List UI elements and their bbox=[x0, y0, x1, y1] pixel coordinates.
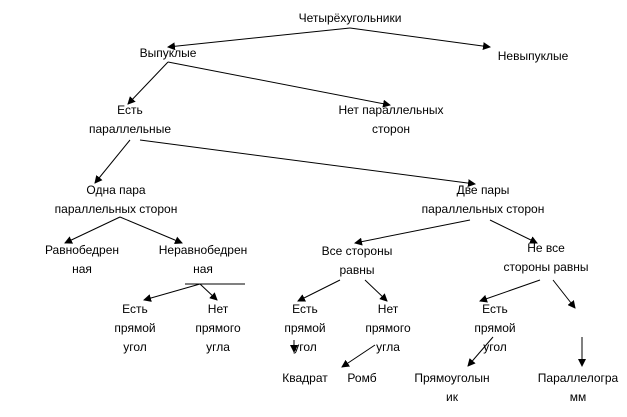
node-non-isosceles bbox=[159, 241, 248, 279]
node-right-b-line-3: угол bbox=[293, 340, 317, 354]
node-no-right-angle-b bbox=[365, 300, 410, 357]
node-noright-a-line-3: угла bbox=[206, 340, 230, 354]
node-two-pairs-line-1: Две пары bbox=[456, 183, 510, 197]
edge-all-equal-no-right bbox=[365, 280, 387, 301]
node-all-equal-line-1: Все стороны bbox=[321, 244, 393, 258]
node-square-label: Квадрат bbox=[282, 371, 328, 385]
node-two-pairs-parallel bbox=[422, 181, 545, 219]
edge-all-equal-right bbox=[298, 280, 340, 301]
node-convex-label: Выпуклые bbox=[139, 46, 197, 60]
node-rhombus-label: Ромб bbox=[347, 371, 377, 385]
edge-non-isosceles-right bbox=[144, 284, 200, 300]
node-noright-a-line-1: Нет bbox=[207, 302, 229, 316]
node-right-angle-a bbox=[114, 300, 155, 357]
node-non-isosceles-line-1: Неравнобедрен bbox=[158, 243, 248, 257]
node-not-all-sides-equal bbox=[504, 239, 589, 277]
edge-convex-no-parallel bbox=[168, 62, 390, 105]
edge-two-pairs-all-equal bbox=[355, 220, 470, 243]
node-not-all-equal-line-2: стороны равны bbox=[503, 260, 589, 274]
node-no-parallel-sides bbox=[338, 101, 443, 139]
node-isosceles bbox=[45, 241, 119, 279]
node-right-a-line-2: прямой bbox=[114, 321, 156, 335]
node-all-sides-equal bbox=[322, 242, 393, 280]
node-rectangle bbox=[414, 369, 489, 407]
edge-parallel-one-pair bbox=[95, 140, 130, 183]
node-right-b-line-2: прямой bbox=[284, 321, 326, 335]
node-right-c-line-3: угол bbox=[483, 340, 507, 354]
node-parallelogram-line-1: Параллелогра bbox=[537, 371, 619, 385]
node-quadrilaterals-label: Четырёхугольники bbox=[298, 11, 402, 25]
node-nonconvex bbox=[498, 47, 569, 66]
node-parallelogram bbox=[538, 369, 618, 407]
node-right-a-line-1: Есть bbox=[122, 302, 148, 316]
node-no-parallel-line-1: Нет параллельных bbox=[338, 103, 444, 117]
node-right-angle-c bbox=[474, 300, 515, 357]
node-rectangle-line-1: Прямоуголын bbox=[414, 371, 490, 385]
edge-parallel-two-pairs bbox=[140, 140, 475, 184]
node-all-equal-line-2: равны bbox=[339, 263, 375, 277]
node-right-c-line-2: прямой bbox=[474, 321, 516, 335]
edge-not-all-equal-right bbox=[480, 280, 540, 301]
node-has-parallel-sides bbox=[89, 101, 171, 139]
node-right-b-line-1: Есть bbox=[292, 302, 318, 316]
node-isosceles-line-1: Равнобедрен bbox=[44, 243, 120, 257]
node-non-isosceles-line-2: ная bbox=[193, 262, 213, 276]
edge-one-pair-isosceles bbox=[65, 217, 120, 243]
node-square bbox=[282, 369, 328, 388]
node-has-parallel-line-2: параллельные bbox=[89, 122, 171, 136]
edge-one-pair-non-isosceles bbox=[120, 217, 182, 243]
node-quadrilaterals bbox=[299, 9, 402, 28]
node-right-c-line-1: Есть bbox=[482, 302, 508, 316]
node-has-parallel-line-1: Есть bbox=[117, 103, 143, 117]
node-noright-b-line-2: прямого bbox=[365, 321, 411, 335]
node-noright-b-line-1: Нет bbox=[377, 302, 399, 316]
node-noright-b-line-3: угла bbox=[376, 340, 400, 354]
node-one-pair-line-1: Одна пара bbox=[86, 183, 146, 197]
node-noright-a-line-2: прямого bbox=[195, 321, 241, 335]
node-convex bbox=[140, 44, 197, 63]
node-two-pairs-line-2: параллельных сторон bbox=[421, 202, 545, 216]
node-not-all-equal-line-1: Не все bbox=[527, 241, 565, 255]
node-parallelogram-line-2: мм bbox=[569, 390, 587, 404]
node-nonconvex-label: Невыпуклые bbox=[497, 49, 569, 63]
edge-non-isosceles-no-right bbox=[200, 284, 217, 300]
node-no-parallel-line-2: сторон bbox=[371, 122, 411, 136]
edge-convex-parallel bbox=[128, 62, 168, 104]
node-one-pair-line-2: параллельных сторон bbox=[54, 202, 178, 216]
edge-root-nonconvex bbox=[350, 28, 490, 47]
node-right-angle-b bbox=[284, 300, 325, 357]
edge-not-all-equal-parallelogram bbox=[553, 280, 575, 308]
node-one-pair-parallel bbox=[55, 181, 178, 219]
node-rectangle-line-2: ик bbox=[446, 390, 458, 404]
node-rhombus bbox=[347, 369, 376, 388]
node-isosceles-line-2: ная bbox=[72, 262, 92, 276]
node-right-a-line-3: угол bbox=[123, 340, 147, 354]
node-no-right-angle-a bbox=[195, 300, 240, 357]
